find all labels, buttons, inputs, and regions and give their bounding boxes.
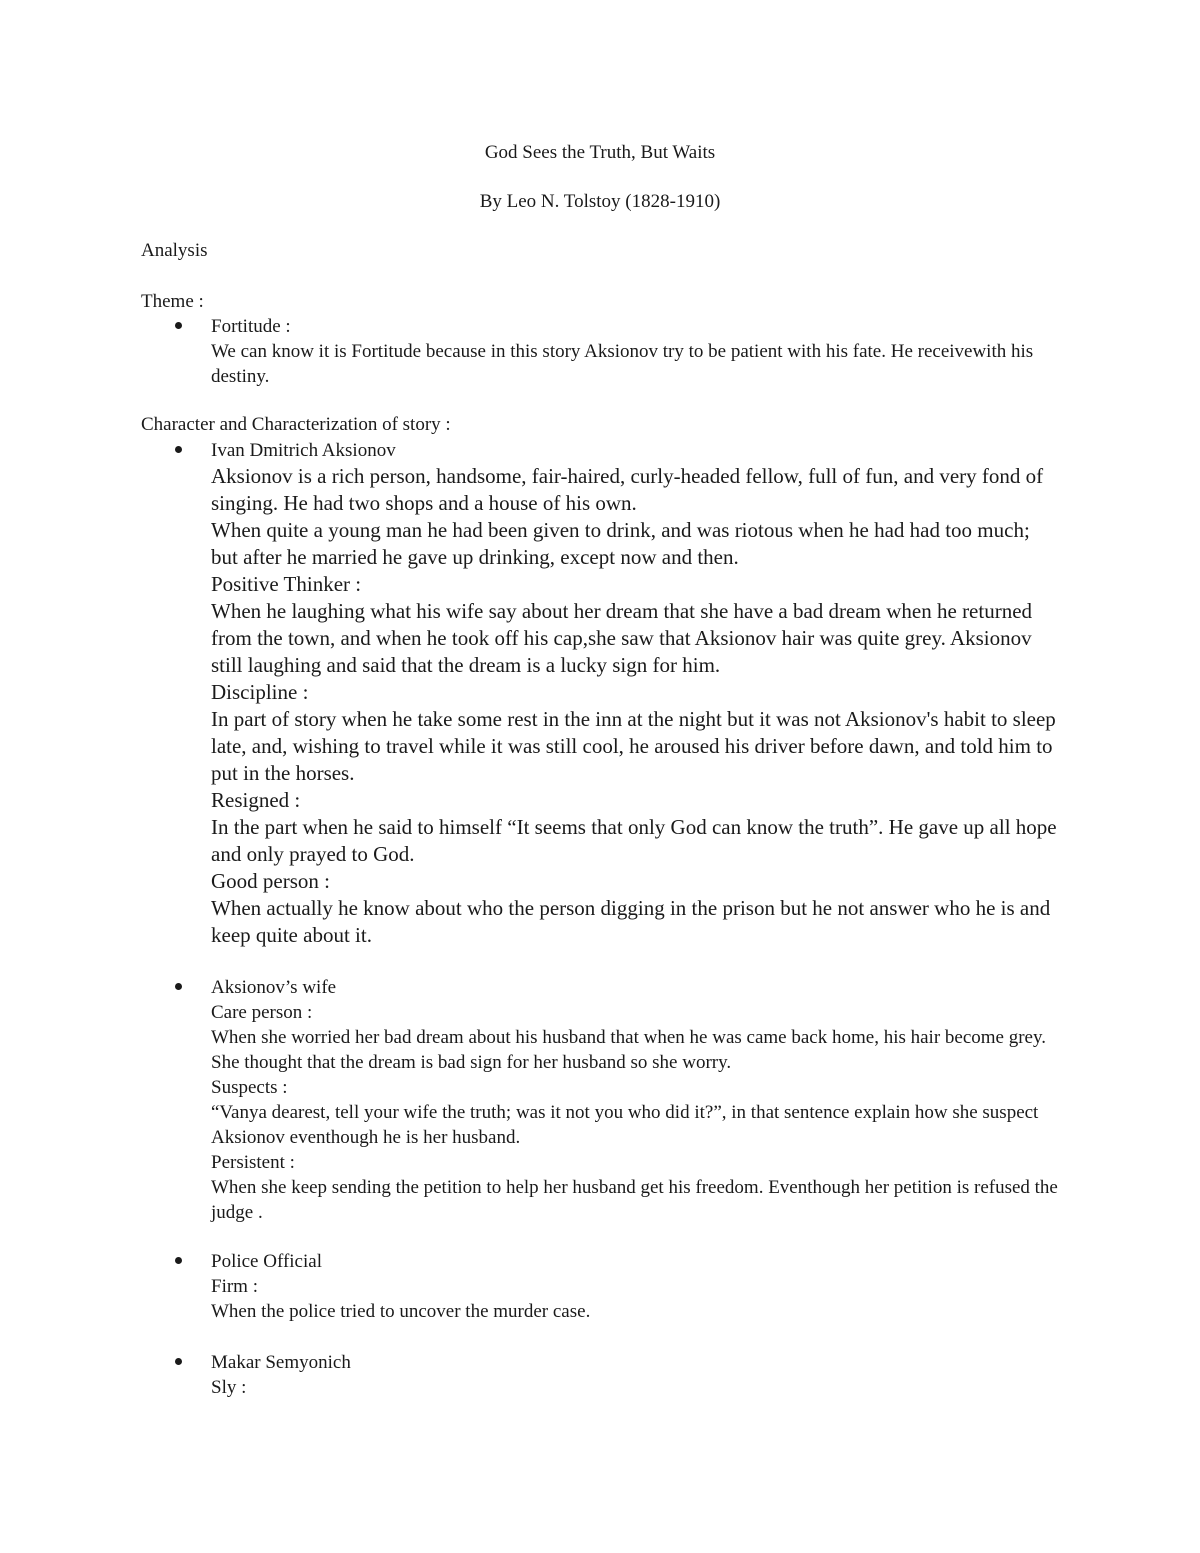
trait-text: “Vanya dearest, tell your wife the truth; was it not you who did it?”, in that sentence explain how she suspect Aksionov eventhough he is her husband. xyxy=(211,1102,1039,1148)
trait-label: Firm : xyxy=(211,1276,258,1297)
bullet-icon xyxy=(175,983,182,990)
character-description: When quite a young man he had been given to drink, and was riotous when he had had too much; but after he married he gave up drinking, except now and then. xyxy=(211,518,1030,569)
analysis-heading: Analysis xyxy=(141,240,208,261)
bullet-icon xyxy=(175,1358,182,1365)
trait-label: Suspects : xyxy=(211,1077,288,1098)
trait-label: Good person : xyxy=(211,869,330,893)
character-name: Makar Semyonich xyxy=(211,1352,351,1373)
character-item-police xyxy=(211,1249,1061,1324)
theme-text: We can know it is Fortitude because in this story Aksionov try to be patient with his fate. He receivewith his destiny. xyxy=(211,341,1034,387)
trait-text: When the police tried to uncover the murder case. xyxy=(211,1301,591,1322)
character-item-aksionov xyxy=(211,438,1061,949)
trait-text: When he laughing what his wife say about her dream that she have a bad dream when he returned from the town, and when he took off his cap,she saw that Aksionov hair was quite grey. Aksionov still laughing and said that the dream is a lucky sign for him. xyxy=(211,599,1033,677)
character-item-wife xyxy=(211,975,1061,1225)
author-byline: By Leo N. Tolstoy (1828-1910) xyxy=(479,191,721,212)
character-name: Ivan Dmitrich Aksionov xyxy=(211,440,396,461)
document-title: God Sees the Truth, But Waits xyxy=(484,142,716,163)
trait-text: In part of story when he take some rest in the inn at the night but it was not Aksionov's habit to sleep late, and, wishing to travel while it was still cool, he aroused his driver before dawn, and told him to put in the horses. xyxy=(211,707,1056,785)
theme-label: Fortitude : xyxy=(211,316,291,337)
bullet-icon xyxy=(175,446,182,453)
trait-label: Sly : xyxy=(211,1377,247,1398)
trait-label: Persistent : xyxy=(211,1152,295,1173)
trait-text: When she keep sending the petition to help her husband get his freedom. Eventhough her petition is refused the judge . xyxy=(211,1177,1058,1223)
trait-text: When she worried her bad dream about his husband that when he was came back home, his hair become grey. She thought that the dream is bad sign for her husband so she worry. xyxy=(211,1027,1047,1073)
character-heading: Character and Characterization of story : xyxy=(141,414,451,435)
trait-label: Discipline : xyxy=(211,680,309,704)
trait-label: Care person : xyxy=(211,1002,313,1023)
character-description: Aksionov is a rich person, handsome, fair-haired, curly-headed fellow, full of fun, and very fond of singing. He had two shops and a house of his own. xyxy=(211,464,1044,515)
trait-text: When actually he know about who the person digging in the prison but he not answer who he is and keep quite about it. xyxy=(211,896,1051,947)
bullet-icon xyxy=(175,322,182,329)
theme-heading: Theme : xyxy=(141,291,204,312)
character-name: Police Official xyxy=(211,1251,322,1272)
trait-text: In the part when he said to himself “It seems that only God can know the truth”. He gave up all hope and only prayed to God. xyxy=(211,815,1057,866)
character-item-makar xyxy=(211,1350,1061,1400)
character-name: Aksionov’s wife xyxy=(211,977,337,998)
bullet-icon xyxy=(175,1257,182,1264)
theme-item-fortitude xyxy=(211,314,1061,389)
trait-label: Positive Thinker : xyxy=(211,572,362,596)
trait-label: Resigned : xyxy=(211,788,301,812)
